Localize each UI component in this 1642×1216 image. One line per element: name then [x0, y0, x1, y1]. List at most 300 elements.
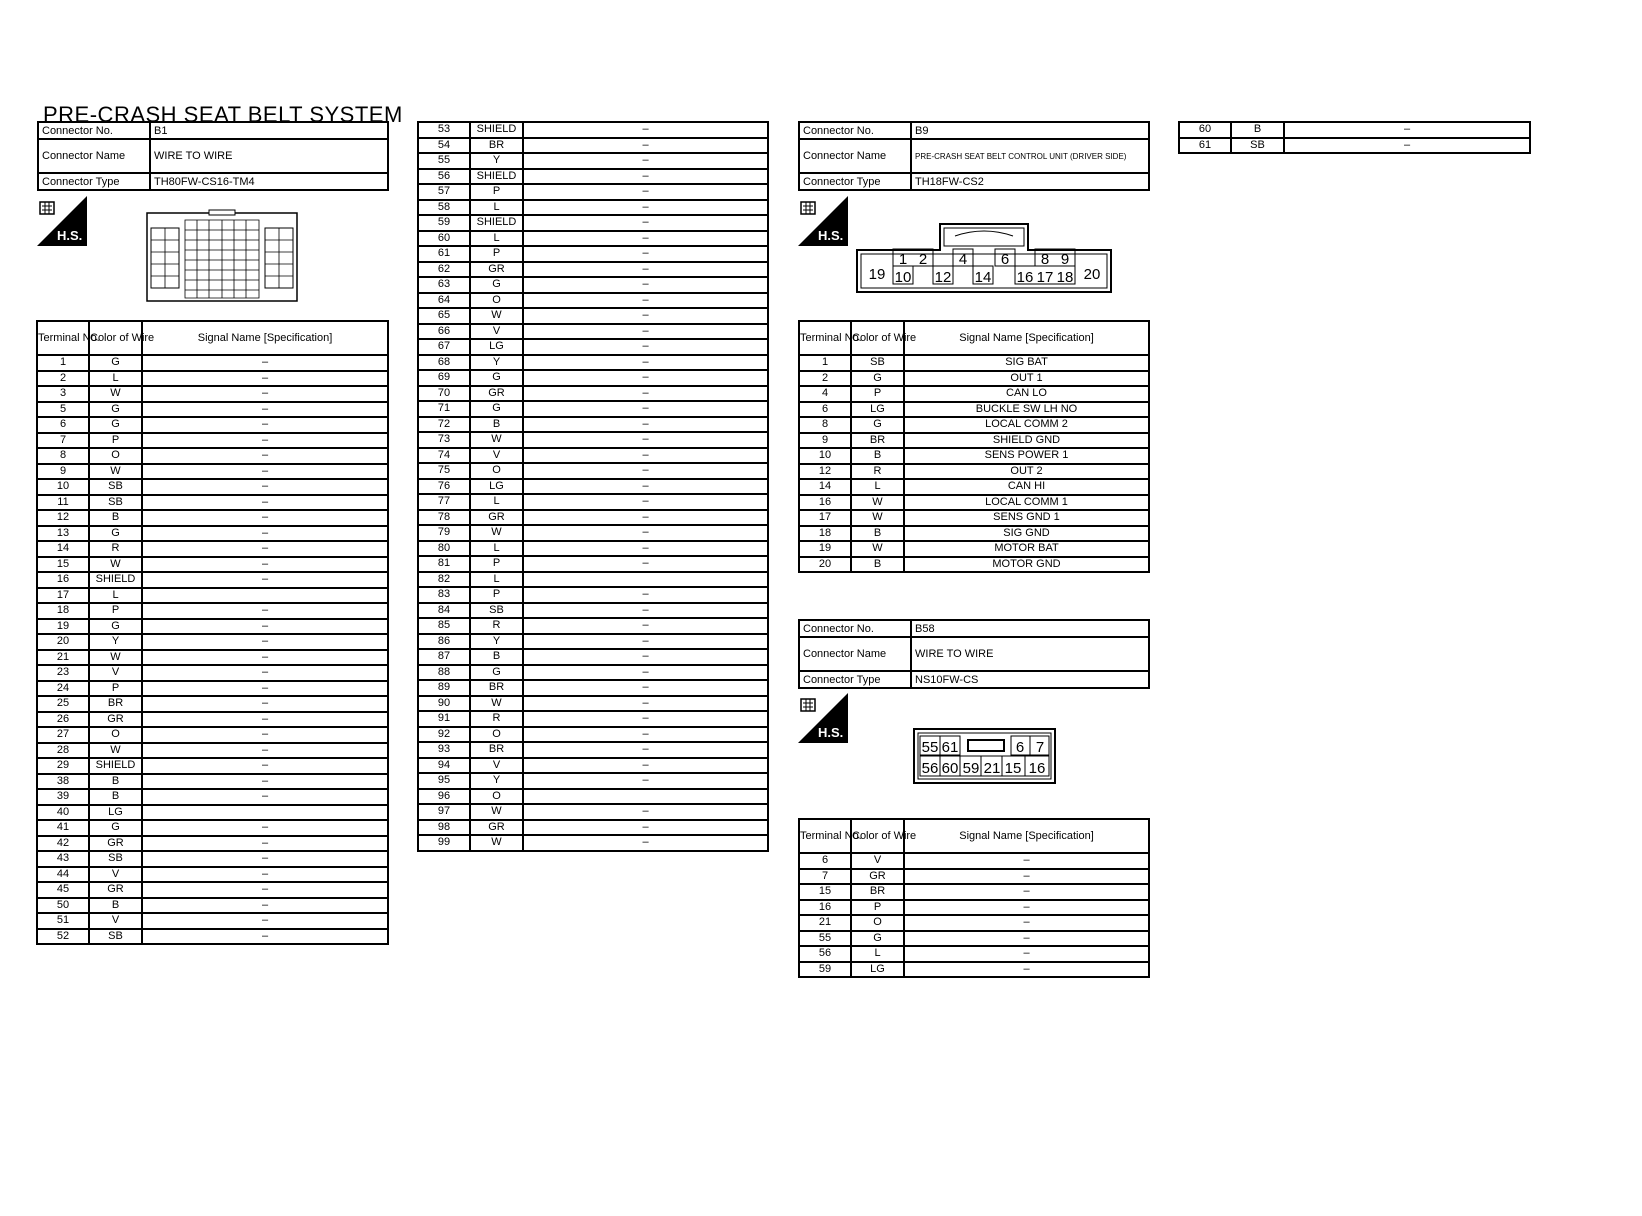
signal-name: CAN LO: [904, 386, 1149, 402]
wire-color: W: [470, 525, 523, 541]
wire-color: B: [851, 526, 904, 542]
signal-name: –: [142, 681, 388, 697]
terminal-no: 8: [799, 417, 851, 433]
header-signal-name: Signal Name [Specification]: [904, 321, 1149, 355]
signal-name: –: [142, 913, 388, 929]
signal-name: –: [142, 386, 388, 402]
signal-name: –: [142, 851, 388, 867]
signal-name: –: [142, 433, 388, 449]
signal-name: –: [523, 215, 768, 231]
terminal-no: 50: [37, 898, 89, 914]
signal-name: –: [523, 603, 768, 619]
table-row: [799, 931, 1149, 947]
terminal-no: 15: [37, 557, 89, 573]
table-row: [799, 541, 1149, 557]
table-row: [799, 853, 1149, 869]
terminal-no: 53: [418, 122, 470, 138]
b58-pin-16: 16: [1028, 760, 1046, 777]
terminal-no: 78: [418, 510, 470, 526]
wire-color: V: [89, 665, 142, 681]
label-connector-name: Connector Name: [799, 637, 911, 671]
wire-color: W: [851, 541, 904, 557]
wire-color: L: [470, 231, 523, 247]
signal-name: –: [523, 742, 768, 758]
signal-name: –: [523, 308, 768, 324]
wire-color: W: [470, 308, 523, 324]
wire-color: P: [470, 246, 523, 262]
terminal-no: 75: [418, 463, 470, 479]
table-row: [418, 696, 768, 712]
table-row: [799, 355, 1149, 371]
b1-connector-diagram: [145, 210, 300, 305]
table-row: [37, 805, 388, 821]
terminal-no: 52: [37, 929, 89, 945]
terminal-no: 51: [37, 913, 89, 929]
wire-color: BR: [851, 884, 904, 900]
terminal-no: 43: [37, 851, 89, 867]
signal-name: –: [142, 355, 388, 371]
signal-name: –: [904, 915, 1149, 931]
signal-name: –: [142, 572, 388, 588]
table-row: [799, 962, 1149, 978]
terminal-no: 1: [37, 355, 89, 371]
table-row: [418, 448, 768, 464]
signal-name: –: [523, 820, 768, 836]
header-terminal-no: Terminal No.: [799, 819, 851, 853]
table-row: [418, 773, 768, 789]
terminal-no: 14: [37, 541, 89, 557]
wire-color: BR: [851, 433, 904, 449]
signal-name: OUT 2: [904, 464, 1149, 480]
terminal-no: 93: [418, 742, 470, 758]
terminal-no: 58: [418, 200, 470, 216]
terminal-no: 27: [37, 727, 89, 743]
table-row: [799, 464, 1149, 480]
b9-pin-10: 10: [894, 269, 912, 286]
table-row: [799, 510, 1149, 526]
terminal-no: 16: [799, 900, 851, 916]
terminal-no: 62: [418, 262, 470, 278]
terminal-no: 23: [37, 665, 89, 681]
wire-color: B: [89, 510, 142, 526]
wire-color: V: [851, 853, 904, 869]
b58-pin-59: 59: [962, 760, 980, 777]
b9-pin-12: 12: [934, 269, 952, 286]
b9-pin-1: 1: [898, 251, 908, 268]
label-connector-name: Connector Name: [38, 139, 150, 173]
wire-color: L: [470, 200, 523, 216]
terminal-no: 42: [37, 836, 89, 852]
table-row: [799, 433, 1149, 449]
table-row: [1179, 122, 1530, 138]
table-row: [37, 433, 388, 449]
table-row: [1179, 138, 1530, 154]
terminal-no: 12: [37, 510, 89, 526]
wire-color: GR: [89, 712, 142, 728]
b9-pin-20: 20: [1083, 266, 1101, 283]
b1-connector-no: B1: [150, 122, 388, 139]
terminal-no: 17: [37, 588, 89, 604]
wire-color: L: [89, 371, 142, 387]
terminal-no: 29: [37, 758, 89, 774]
wire-color: L: [470, 572, 523, 588]
table-row: [37, 619, 388, 635]
b58-pin-table: [798, 818, 1150, 978]
table-row: [37, 758, 388, 774]
page-title: PRE-CRASH SEAT BELT SYSTEM: [43, 102, 403, 127]
b58-pin-56: 56: [921, 760, 939, 777]
table-row: [37, 867, 388, 883]
table-row: [37, 355, 388, 371]
signal-name: –: [523, 804, 768, 820]
table-row: [418, 138, 768, 154]
terminal-no: 14: [799, 479, 851, 495]
table-row: [418, 742, 768, 758]
table-row: [37, 851, 388, 867]
b58-pin-21: 21: [983, 760, 1001, 777]
b1-connector-name: WIRE TO WIRE: [150, 139, 388, 173]
terminal-no: 18: [37, 603, 89, 619]
table-row: [418, 758, 768, 774]
terminal-no: 15: [799, 884, 851, 900]
terminal-no: 90: [418, 696, 470, 712]
signal-name: –: [523, 835, 768, 851]
terminal-no: 24: [37, 681, 89, 697]
table-row: [37, 603, 388, 619]
terminal-no: 2: [37, 371, 89, 387]
wire-color: BR: [89, 696, 142, 712]
wire-color: B: [851, 557, 904, 573]
wire-color: V: [470, 448, 523, 464]
wire-color: B: [89, 898, 142, 914]
signal-name: BUCKLE SW LH NO: [904, 402, 1149, 418]
terminal-no: 60: [418, 231, 470, 247]
wire-color: P: [89, 681, 142, 697]
table-row: [37, 510, 388, 526]
terminal-no: 56: [418, 169, 470, 185]
table-row: [418, 541, 768, 557]
terminal-no: 20: [799, 557, 851, 573]
signal-name: –: [142, 743, 388, 759]
wire-color: P: [851, 900, 904, 916]
table-row: [799, 869, 1149, 885]
wire-color: V: [470, 758, 523, 774]
wire-color: B: [89, 774, 142, 790]
table-row: [418, 169, 768, 185]
signal-name: –: [523, 432, 768, 448]
wire-color: G: [89, 619, 142, 635]
terminal-no: 84: [418, 603, 470, 619]
b58-connector-diagram: [913, 728, 1058, 785]
signal-name: –: [142, 634, 388, 650]
signal-name: –: [523, 587, 768, 603]
table-row: [799, 479, 1149, 495]
b1-pin-table-continued: [417, 121, 769, 852]
table-row: [418, 820, 768, 836]
table-row: [37, 743, 388, 759]
signal-name: –: [142, 417, 388, 433]
table-row: [37, 836, 388, 852]
table-row: [37, 526, 388, 542]
terminal-no: 92: [418, 727, 470, 743]
signal-name: –: [523, 355, 768, 371]
terminal-no: 76: [418, 479, 470, 495]
b58-connector-name: WIRE TO WIRE: [911, 637, 1149, 671]
terminal-no: 56: [799, 946, 851, 962]
table-row: [799, 526, 1149, 542]
table-row: [37, 665, 388, 681]
terminal-no: 73: [418, 432, 470, 448]
signal-name: –: [142, 758, 388, 774]
signal-name: –: [523, 401, 768, 417]
wire-color: V: [470, 324, 523, 340]
table-row: [418, 184, 768, 200]
wire-color: GR: [89, 882, 142, 898]
terminal-no: 8: [37, 448, 89, 464]
table-row: [37, 417, 388, 433]
terminal-no: 19: [37, 619, 89, 635]
terminal-no: 21: [799, 915, 851, 931]
signal-name: –: [523, 184, 768, 200]
table-row: [37, 789, 388, 805]
wire-color: P: [470, 184, 523, 200]
table-row: [37, 898, 388, 914]
table-row: [37, 650, 388, 666]
label-connector-no: Connector No.: [38, 122, 150, 139]
wire-color: V: [89, 867, 142, 883]
terminal-no: 6: [799, 853, 851, 869]
wire-color: LG: [851, 962, 904, 978]
b9-info-table: [798, 121, 1150, 191]
terminal-no: 98: [418, 820, 470, 836]
terminal-no: 91: [418, 711, 470, 727]
signal-name: –: [142, 727, 388, 743]
signal-name: [142, 805, 388, 821]
signal-name: –: [523, 231, 768, 247]
terminal-no: 72: [418, 417, 470, 433]
wire-color: W: [470, 804, 523, 820]
table-row: [799, 495, 1149, 511]
table-row: [418, 308, 768, 324]
signal-name: –: [523, 138, 768, 154]
signal-name: –: [904, 962, 1149, 978]
b9-pin-table: [798, 320, 1150, 573]
table-row: [37, 541, 388, 557]
wire-color: O: [470, 789, 523, 805]
label-connector-type: Connector Type: [799, 173, 911, 190]
signal-name: –: [142, 820, 388, 836]
b58-pin-7: 7: [1035, 739, 1045, 756]
wire-color: SB: [89, 479, 142, 495]
wire-color: P: [851, 386, 904, 402]
label-connector-name: Connector Name: [799, 139, 911, 173]
wire-color: LG: [470, 479, 523, 495]
wire-color: G: [470, 370, 523, 386]
b9-pin-17: 17: [1036, 269, 1054, 286]
signal-name: [523, 572, 768, 588]
wire-color: W: [470, 835, 523, 851]
signal-name: –: [523, 122, 768, 138]
wire-color: B: [470, 649, 523, 665]
terminal-no: 55: [418, 153, 470, 169]
wire-color: GR: [89, 836, 142, 852]
terminal-no: 59: [418, 215, 470, 231]
wire-color: O: [851, 915, 904, 931]
wire-color: O: [470, 727, 523, 743]
terminal-no: 28: [37, 743, 89, 759]
signal-name: LOCAL COMM 1: [904, 495, 1149, 511]
terminal-no: 99: [418, 835, 470, 851]
signal-name: –: [1284, 138, 1530, 154]
terminal-no: 86: [418, 634, 470, 650]
table-row: [799, 557, 1149, 573]
terminal-no: 81: [418, 556, 470, 572]
wire-color: SB: [470, 603, 523, 619]
table-row: [418, 122, 768, 138]
signal-name: –: [523, 246, 768, 262]
wire-color: BR: [470, 742, 523, 758]
terminal-no: 61: [1179, 138, 1231, 154]
b1-connector-type: TH80FW-CS16-TM4: [150, 173, 388, 190]
table-row: [418, 634, 768, 650]
wire-color: V: [89, 913, 142, 929]
wire-color: LG: [851, 402, 904, 418]
terminal-no: 95: [418, 773, 470, 789]
wire-color: R: [89, 541, 142, 557]
terminal-no: 79: [418, 525, 470, 541]
table-row: [418, 789, 768, 805]
header-color-of-wire: Color of Wire: [89, 321, 142, 355]
terminal-no: 41: [37, 820, 89, 836]
table-row: [37, 479, 388, 495]
b1-pin-table: [36, 320, 389, 945]
wire-color: P: [89, 603, 142, 619]
table-row: [418, 153, 768, 169]
hs-label: H.S.: [818, 228, 844, 243]
terminal-no: 59: [799, 962, 851, 978]
b58-pin-table-continued: [1178, 121, 1531, 154]
signal-name: –: [904, 931, 1149, 947]
terminal-no: 16: [37, 572, 89, 588]
terminal-no: 2: [799, 371, 851, 387]
terminal-no: 67: [418, 339, 470, 355]
label-connector-no: Connector No.: [799, 122, 911, 139]
table-row: [799, 946, 1149, 962]
b58-info-table: [798, 619, 1150, 689]
b9-connector-no: B9: [911, 122, 1149, 139]
wire-color: W: [89, 464, 142, 480]
wire-color: W: [470, 696, 523, 712]
table-row: [799, 915, 1149, 931]
wire-color: L: [470, 494, 523, 510]
table-row: [799, 884, 1149, 900]
signal-name: –: [142, 619, 388, 635]
terminal-no: 54: [418, 138, 470, 154]
wire-color: B: [470, 417, 523, 433]
wire-color: G: [851, 371, 904, 387]
signal-name: –: [523, 479, 768, 495]
signal-name: –: [523, 200, 768, 216]
terminal-no: 65: [418, 308, 470, 324]
table-row: [418, 835, 768, 851]
wire-color: G: [851, 931, 904, 947]
header-signal-name: Signal Name [Specification]: [904, 819, 1149, 853]
b58-pin-60: 60: [941, 760, 959, 777]
table-row: [418, 370, 768, 386]
wire-color: W: [851, 495, 904, 511]
header-signal-name: Signal Name [Specification]: [142, 321, 388, 355]
wire-color: W: [89, 386, 142, 402]
signal-name: –: [523, 696, 768, 712]
table-row: [37, 464, 388, 480]
wire-color: L: [851, 946, 904, 962]
table-row: [799, 371, 1149, 387]
terminal-no: 61: [418, 246, 470, 262]
wire-color: BR: [470, 138, 523, 154]
b9-connector-name: PRE-CRASH SEAT BELT CONTROL UNIT (DRIVER SIDE): [911, 139, 1149, 173]
header-color-of-wire: Color of Wire: [851, 321, 904, 355]
terminal-no: 7: [799, 869, 851, 885]
table-row: [418, 665, 768, 681]
terminal-no: 6: [37, 417, 89, 433]
b9-pin-19: 19: [868, 266, 886, 283]
wire-color: O: [470, 463, 523, 479]
table-row: [799, 900, 1149, 916]
signal-name: –: [523, 339, 768, 355]
terminal-no: 63: [418, 277, 470, 293]
table-row: [37, 882, 388, 898]
table-row: [37, 774, 388, 790]
signal-name: –: [142, 836, 388, 852]
signal-name: –: [142, 526, 388, 542]
signal-name: –: [142, 557, 388, 573]
wire-color: SB: [89, 929, 142, 945]
table-row: [418, 277, 768, 293]
signal-name: –: [142, 867, 388, 883]
table-row: [418, 355, 768, 371]
table-row: [418, 479, 768, 495]
wire-color: Y: [470, 773, 523, 789]
label-connector-type: Connector Type: [799, 671, 911, 688]
signal-name: LOCAL COMM 2: [904, 417, 1149, 433]
terminal-no: 77: [418, 494, 470, 510]
terminal-no: 39: [37, 789, 89, 805]
terminal-no: 88: [418, 665, 470, 681]
signal-name: –: [523, 665, 768, 681]
wire-color: GR: [470, 820, 523, 836]
signal-name: –: [142, 603, 388, 619]
b9-pin-6: 6: [1000, 251, 1010, 268]
signal-name: –: [523, 417, 768, 433]
signal-name: –: [523, 324, 768, 340]
table-row: [37, 634, 388, 650]
wire-color: GR: [851, 869, 904, 885]
table-row: [418, 603, 768, 619]
signal-name: –: [142, 696, 388, 712]
signal-name: –: [523, 463, 768, 479]
b9-pin-16: 16: [1016, 269, 1034, 286]
terminal-no: 80: [418, 541, 470, 557]
signal-name: [142, 588, 388, 604]
terminal-no: 19: [799, 541, 851, 557]
b9-pin-9: 9: [1060, 251, 1070, 268]
signal-name: –: [142, 510, 388, 526]
signal-name: –: [142, 448, 388, 464]
signal-name: –: [142, 789, 388, 805]
table-row: [418, 572, 768, 588]
wire-color: W: [470, 432, 523, 448]
table-row: [418, 386, 768, 402]
